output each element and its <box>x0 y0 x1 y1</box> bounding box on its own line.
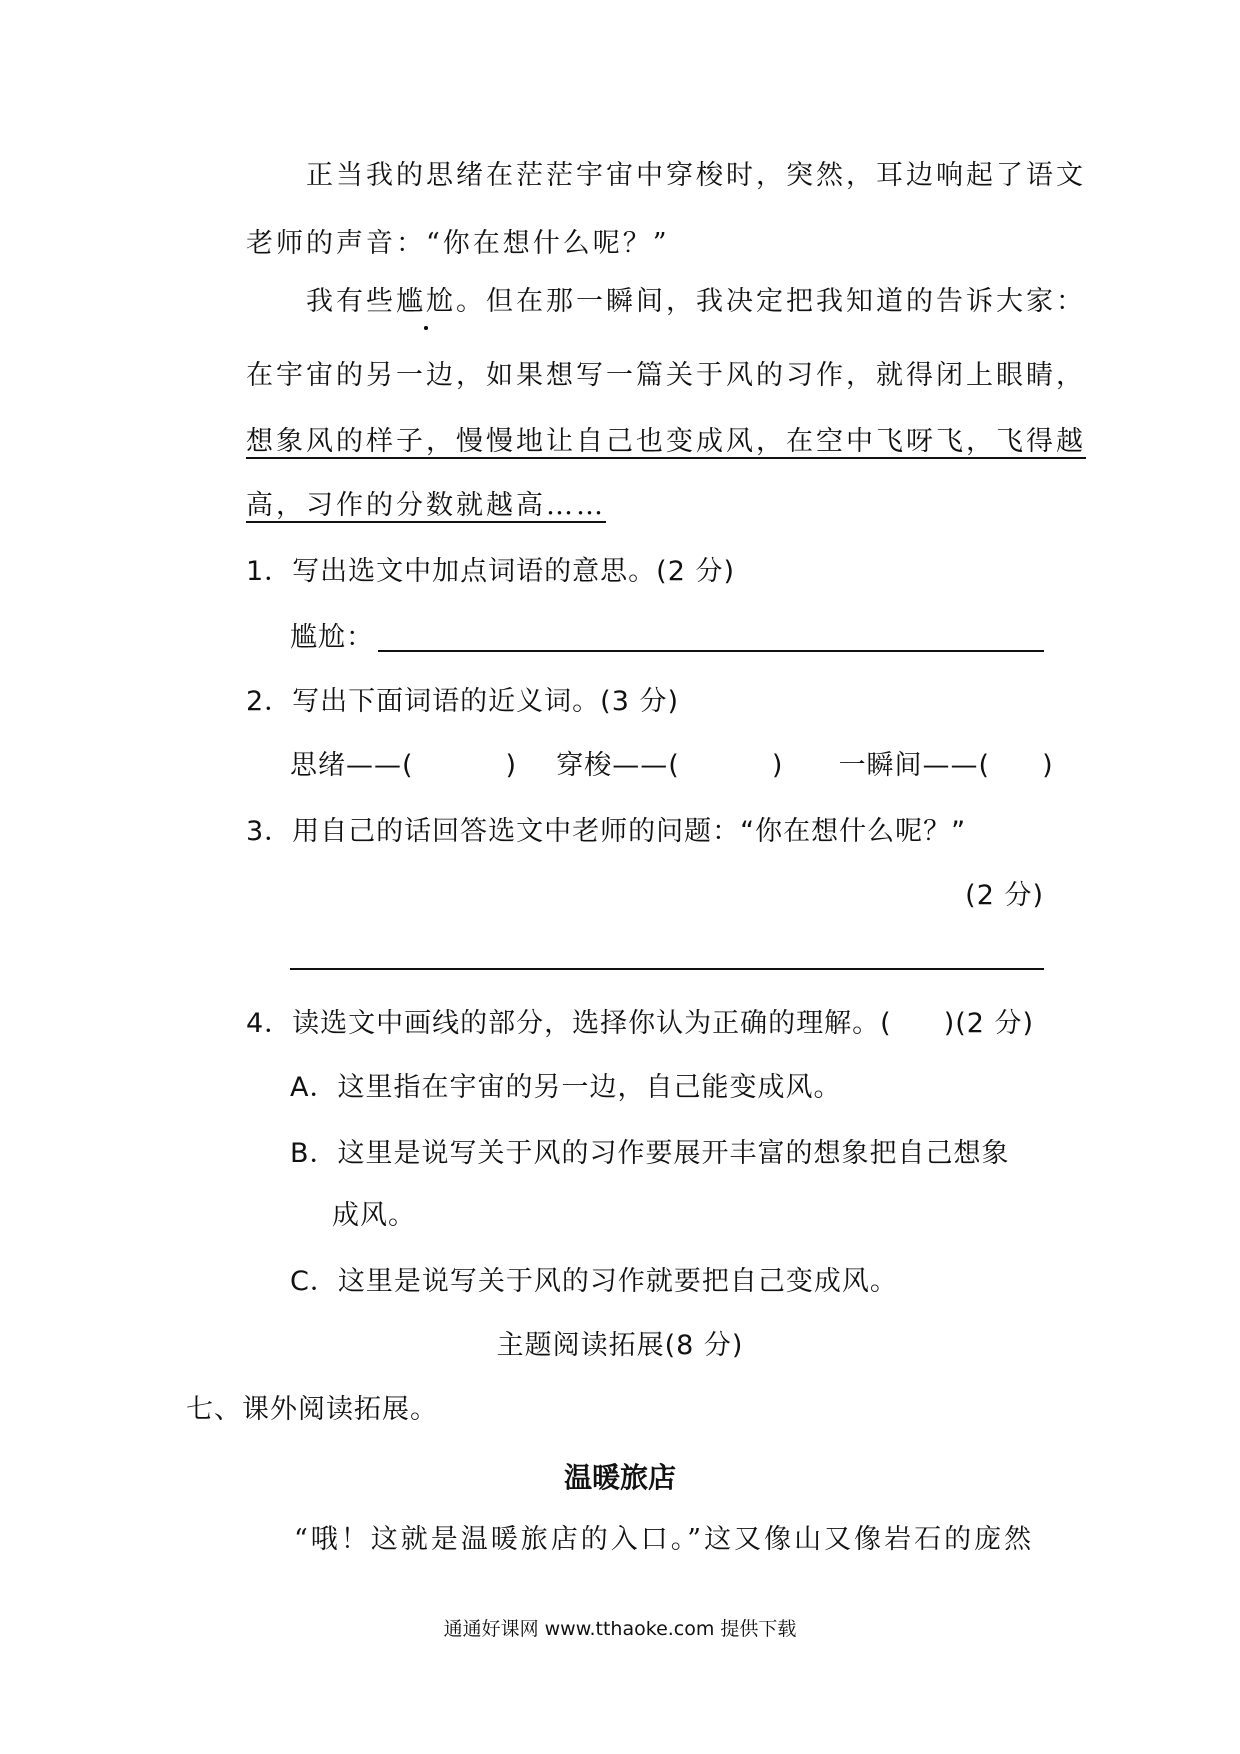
passage-line: 老师的声音：“你在想什么呢？” <box>246 228 670 259</box>
answer-line[interactable] <box>378 650 1044 652</box>
dotted-word-text: 尴尬 <box>396 284 456 320</box>
section-heading: 主题阅读拓展(8 分) <box>496 1330 744 1361</box>
passage-line: 在宇宙的另一边，如果想写一篇关于风的习作，就得闭上眼睛， <box>246 360 1086 391</box>
paren-close: ) <box>1042 750 1054 781</box>
synonym-prompt: 思绪——( <box>290 750 414 781</box>
underlined-passage: 高，习作的分数就越高…… <box>246 490 606 521</box>
answer-line[interactable] <box>290 968 1044 970</box>
question-3: 3．用自己的话回答选文中老师的问题：“你在想什么呢？” <box>246 816 967 847</box>
question-1: 1．写出选文中加点词语的意思。(2 分) <box>246 556 736 587</box>
q1-label: 尴尬： <box>290 622 374 653</box>
synonym-row <box>290 748 1054 784</box>
passage-text: 我有些 <box>306 286 396 317</box>
story-title: 温暖旅店 <box>563 1461 676 1494</box>
option-c: C．这里是说写关于风的习作就要把自己变成风。 <box>290 1266 898 1297</box>
story-line: “哦！这就是温暖旅店的入口。”这又像山又像岩石的庞然 <box>294 1524 1035 1555</box>
dotted-word <box>396 284 456 320</box>
paren-close: ) <box>505 750 518 781</box>
q4-text: 4．读选文中画线的部分，选择你认为正确的理解。( <box>246 1008 892 1039</box>
passage-line <box>306 284 1086 320</box>
underlined-passage: 想象风的样子，慢慢地让自己也变成风，在空中飞呀飞，飞得越 <box>246 426 1086 457</box>
question-4 <box>246 1006 1034 1042</box>
question-2: 2．写出下面词语的近义词。(3 分) <box>246 686 680 717</box>
passage-line: 正当我的思绪在茫茫宇宙中穿梭时，突然，耳边响起了语文 <box>306 160 1086 191</box>
option-a: A．这里指在宇宙的另一边，自己能变成风。 <box>290 1072 842 1103</box>
item-7: 七、课外阅读拓展。 <box>186 1394 438 1425</box>
synonym-prompt: 一瞬间——( <box>838 750 991 781</box>
q4-score: )(2 分) <box>943 1008 1035 1039</box>
footer: 通通好课网 www.tthaoke.com 提供下载 <box>443 1618 797 1640</box>
q3-score: (2 分) <box>965 880 1044 911</box>
paren-close: ) <box>771 750 784 781</box>
passage-text: 。但在那一瞬间，我决定把我知道的告诉大家： <box>456 286 1086 317</box>
option-b-cont: 成风。 <box>332 1200 416 1231</box>
synonym-prompt: 穿梭——( <box>556 750 680 781</box>
option-b: B．这里是说写关于风的习作要展开丰富的想象把自己想象 <box>290 1138 1010 1169</box>
